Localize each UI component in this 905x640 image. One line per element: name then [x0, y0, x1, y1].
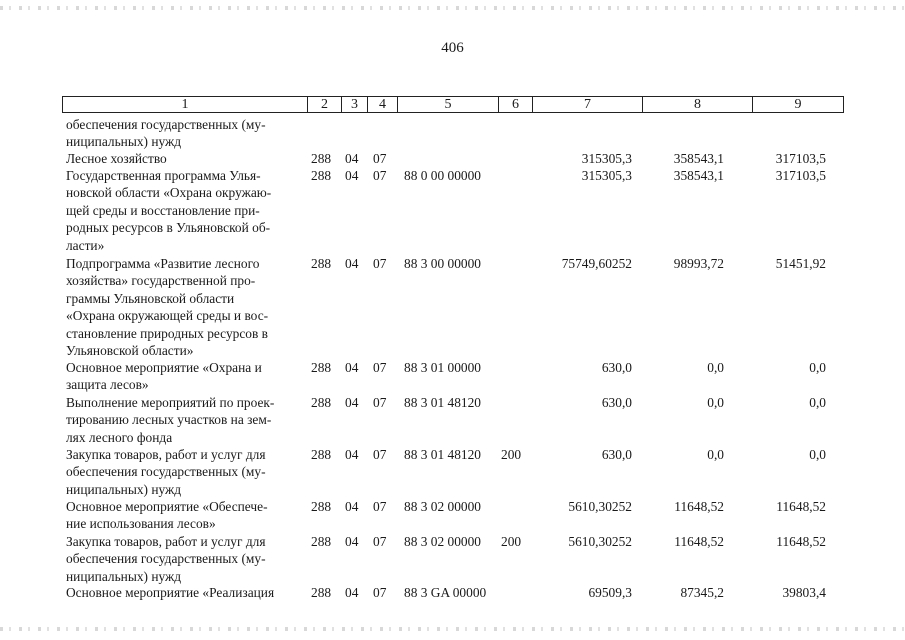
row-amount-2: 98993,72 — [673, 256, 724, 271]
row-amount-2: 0,0 — [707, 447, 724, 462]
header-col-8: 8 — [643, 97, 753, 112]
row-name: Основное мероприятие «Охрана и защита лесов» — [66, 360, 262, 393]
row-name: обеспечения государственных (му- ниципальных) нужд — [66, 117, 266, 150]
row-code-target: 88 0 00 00000 — [404, 168, 481, 183]
row-name: Лесное хозяйство — [66, 151, 167, 166]
row-code-ministry: 288 — [311, 499, 332, 514]
row-code-subsection: 07 — [373, 585, 387, 600]
row-code-section: 04 — [345, 256, 359, 271]
row-code-target: 88 3 01 48120 — [404, 395, 481, 410]
row-amount-3: 0,0 — [809, 447, 826, 462]
row-code-section: 04 — [345, 447, 359, 462]
row-code-section: 04 — [345, 534, 359, 549]
row-name: Основное мероприятие «Обеспече- ние использования лесов» — [66, 499, 268, 532]
row-code-target: 88 3 01 48120 — [404, 447, 481, 462]
row-code-subsection: 07 — [373, 151, 387, 166]
row-code-subsection: 07 — [373, 395, 387, 410]
row-amount-3: 0,0 — [809, 360, 826, 375]
row-amount-3: 11648,52 — [776, 499, 826, 514]
header-col-6: 6 — [499, 97, 533, 112]
scan-edge-top — [0, 6, 905, 10]
header-col-7: 7 — [533, 97, 643, 112]
row-code-ministry: 288 — [311, 256, 332, 271]
row-amount-1: 315305,3 — [581, 151, 632, 166]
row-amount-3: 39803,4 — [782, 585, 826, 600]
row-code-section: 04 — [345, 360, 359, 375]
header-col-2: 2 — [308, 97, 342, 112]
row-code-target: 88 3 00 00000 — [404, 256, 481, 271]
row-amount-1: 315305,3 — [581, 168, 632, 183]
row-name: Государственная программа Улья- новской области «Охрана окружаю- щей среды и восстановление при- родных ресурсов в Ульяновской об- ласти» — [66, 168, 272, 253]
table-header-row — [62, 96, 844, 113]
header-col-4: 4 — [368, 97, 398, 112]
row-amount-2: 0,0 — [707, 360, 724, 375]
header-col-9: 9 — [794, 97, 802, 112]
header-col-3: 3 — [342, 97, 368, 112]
row-code-target: 88 3 02 00000 — [404, 499, 481, 514]
row-amount-1: 630,0 — [601, 395, 632, 410]
row-code-subsection: 07 — [373, 360, 387, 375]
row-name: Закупка товаров, работ и услуг для обеспечения государственных (му- ниципальных) нужд — [66, 534, 266, 584]
row-code-expense: 200 — [501, 534, 522, 549]
row-name: Закупка товаров, работ и услуг для обеспечения государственных (му- ниципальных) нужд — [66, 447, 266, 497]
row-amount-2: 11648,52 — [674, 534, 724, 549]
row-code-section: 04 — [345, 168, 359, 183]
row-code-subsection: 07 — [373, 534, 387, 549]
row-amount-1: 5610,30252 — [568, 499, 632, 514]
row-amount-1: 630,0 — [601, 360, 632, 375]
row-code-subsection: 07 — [373, 168, 387, 183]
row-code-subsection: 07 — [373, 499, 387, 514]
row-name: Основное мероприятие «Реализация — [66, 585, 275, 600]
row-amount-2: 358543,1 — [673, 151, 724, 166]
row-amount-3: 11648,52 — [776, 534, 826, 549]
scan-edge-bottom — [0, 627, 905, 631]
row-name: Выполнение мероприятий по проек- тированию лесных участков на зем- лях лесного фонда — [66, 395, 275, 445]
row-code-ministry: 288 — [311, 447, 332, 462]
row-code-ministry: 288 — [311, 360, 332, 375]
row-code-ministry: 288 — [311, 395, 332, 410]
row-amount-2: 358543,1 — [673, 168, 724, 183]
row-amount-2: 87345,2 — [680, 585, 724, 600]
row-code-section: 04 — [345, 585, 359, 600]
row-amount-3: 51451,92 — [775, 256, 826, 271]
row-code-subsection: 07 — [373, 256, 387, 271]
row-code-subsection: 07 — [373, 447, 387, 462]
row-code-target: 88 3 02 00000 — [404, 534, 481, 549]
row-amount-3: 317103,5 — [775, 151, 826, 166]
row-amount-3: 317103,5 — [775, 168, 826, 183]
row-code-ministry: 288 — [311, 534, 332, 549]
row-amount-3: 0,0 — [809, 395, 826, 410]
row-code-expense: 200 — [501, 447, 522, 462]
row-code-target: 88 3 01 00000 — [404, 360, 481, 375]
row-amount-1: 5610,30252 — [568, 534, 632, 549]
row-code-target: 88 3 GA 00000 — [404, 585, 487, 600]
header-col-5: 5 — [398, 97, 499, 112]
row-name: Подпрограмма «Развитие лесного хозяйства» государственной про- граммы Ульяновской области «Охрана окружающей среды и вос- становление природных ресурсов в Ульяновской области» — [66, 256, 269, 359]
row-amount-2: 0,0 — [707, 395, 724, 410]
row-amount-1: 75749,60252 — [561, 256, 632, 271]
page-number: 406 — [441, 40, 464, 56]
row-amount-1: 630,0 — [601, 447, 632, 462]
row-code-section: 04 — [345, 151, 359, 166]
row-code-section: 04 — [345, 499, 359, 514]
row-code-ministry: 288 — [311, 585, 332, 600]
row-code-ministry: 288 — [311, 168, 332, 183]
row-code-ministry: 288 — [311, 151, 332, 166]
row-amount-1: 69509,3 — [588, 585, 632, 600]
header-col-1: 1 — [63, 97, 308, 112]
row-amount-2: 11648,52 — [674, 499, 724, 514]
row-code-section: 04 — [345, 395, 359, 410]
